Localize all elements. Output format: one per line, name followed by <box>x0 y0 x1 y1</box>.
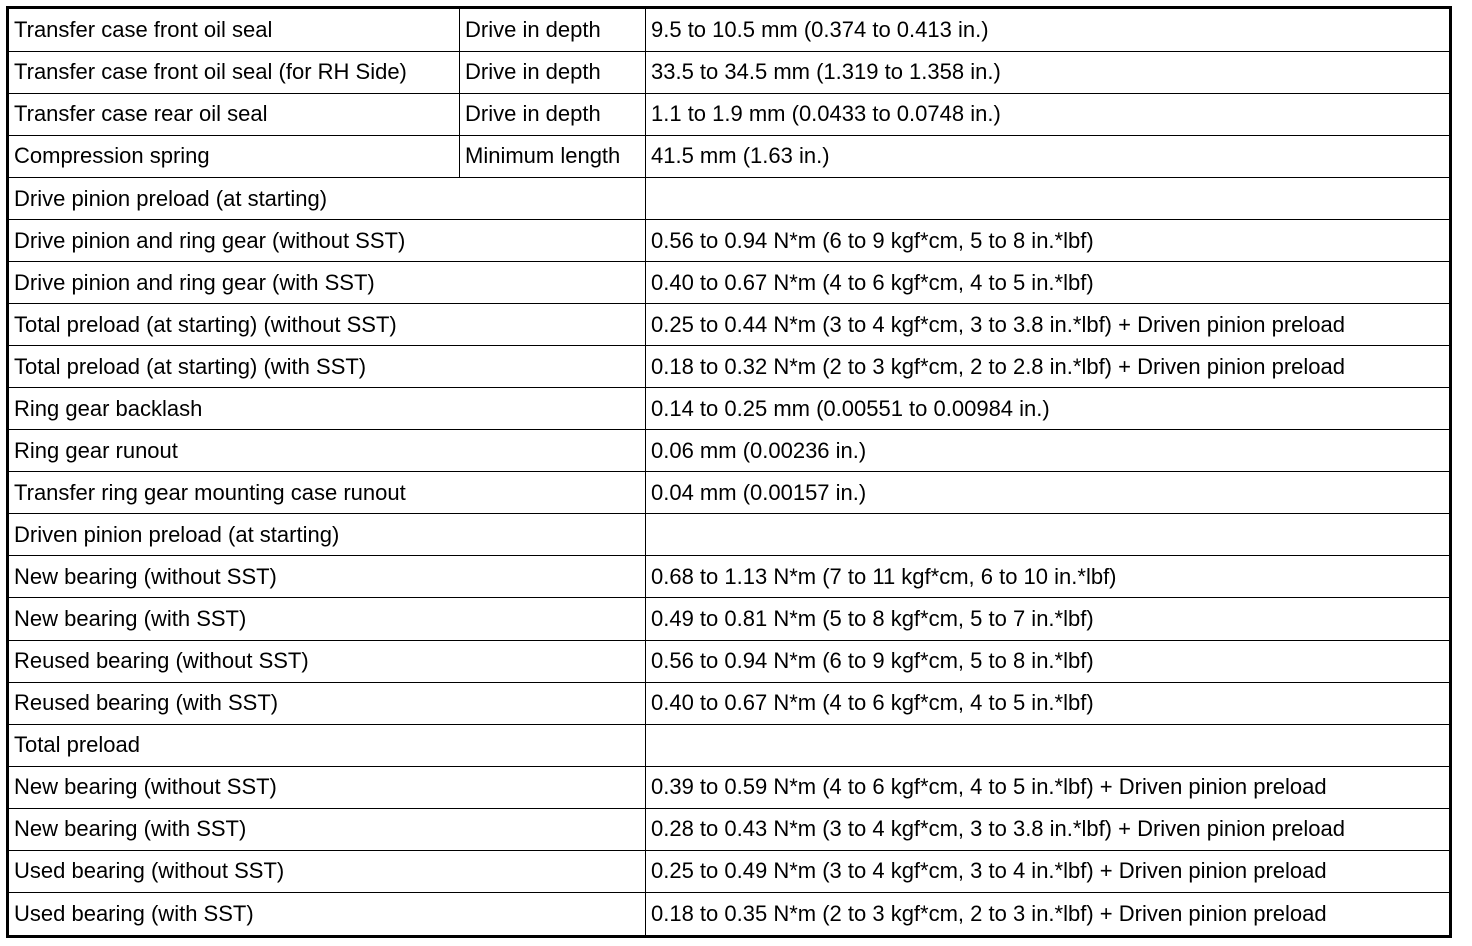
item-cell: New bearing (with SST) <box>8 808 646 850</box>
value-cell: 33.5 to 34.5 mm (1.319 to 1.358 in.) <box>646 51 1451 93</box>
table-row <box>8 388 1451 430</box>
value-cell: 0.56 to 0.94 N*m (6 to 9 kgf*cm, 5 to 8 in.*lbf) <box>646 640 1451 682</box>
table-row <box>8 430 1451 472</box>
item-cell: Used bearing (without SST) <box>8 850 646 892</box>
value-cell: 0.56 to 0.94 N*m (6 to 9 kgf*cm, 5 to 8 in.*lbf) <box>646 220 1451 262</box>
table-row <box>8 93 1451 135</box>
specification-table <box>6 6 1452 938</box>
condition-cell: Drive in depth <box>460 51 646 93</box>
value-cell: 0.68 to 1.13 N*m (7 to 11 kgf*cm, 6 to 10 in.*lbf) <box>646 556 1451 598</box>
condition-cell: Drive in depth <box>460 8 646 52</box>
value-cell <box>646 724 1451 766</box>
table-row <box>8 346 1451 388</box>
item-cell: Drive pinion preload (at starting) <box>8 178 646 220</box>
value-cell: 0.18 to 0.35 N*m (2 to 3 kgf*cm, 2 to 3 in.*lbf) + Driven pinion preload <box>646 892 1451 936</box>
table-row <box>8 472 1451 514</box>
item-cell: Ring gear runout <box>8 430 646 472</box>
table-row <box>8 808 1451 850</box>
value-cell: 0.25 to 0.44 N*m (3 to 4 kgf*cm, 3 to 3.8 in.*lbf) + Driven pinion preload <box>646 304 1451 346</box>
table-row <box>8 640 1451 682</box>
condition-cell: Drive in depth <box>460 93 646 135</box>
table-row <box>8 892 1451 936</box>
item-cell: Total preload (at starting) (without SST) <box>8 304 646 346</box>
item-cell: Used bearing (with SST) <box>8 892 646 936</box>
value-cell <box>646 514 1451 556</box>
item-cell: Drive pinion and ring gear (with SST) <box>8 262 646 304</box>
table-row <box>8 220 1451 262</box>
item-cell: Transfer case front oil seal (for RH Side) <box>8 51 460 93</box>
item-cell: Transfer ring gear mounting case runout <box>8 472 646 514</box>
value-cell: 9.5 to 10.5 mm (0.374 to 0.413 in.) <box>646 8 1451 52</box>
value-cell: 0.25 to 0.49 N*m (3 to 4 kgf*cm, 3 to 4 in.*lbf) + Driven pinion preload <box>646 850 1451 892</box>
table-row <box>8 766 1451 808</box>
condition-cell: Minimum length <box>460 135 646 177</box>
value-cell: 0.49 to 0.81 N*m (5 to 8 kgf*cm, 5 to 7 in.*lbf) <box>646 598 1451 640</box>
table-row <box>8 598 1451 640</box>
table-row <box>8 556 1451 598</box>
table-row <box>8 304 1451 346</box>
value-cell: 0.28 to 0.43 N*m (3 to 4 kgf*cm, 3 to 3.8 in.*lbf) + Driven pinion preload <box>646 808 1451 850</box>
table-row <box>8 850 1451 892</box>
value-cell: 41.5 mm (1.63 in.) <box>646 135 1451 177</box>
table-row <box>8 135 1451 177</box>
item-cell: Driven pinion preload (at starting) <box>8 514 646 556</box>
table-row <box>8 178 1451 220</box>
specification-table-body <box>8 8 1451 937</box>
item-cell: New bearing (with SST) <box>8 598 646 640</box>
item-cell: Reused bearing (with SST) <box>8 682 646 724</box>
value-cell: 0.40 to 0.67 N*m (4 to 6 kgf*cm, 4 to 5 in.*lbf) <box>646 682 1451 724</box>
value-cell: 0.14 to 0.25 mm (0.00551 to 0.00984 in.) <box>646 388 1451 430</box>
table-row <box>8 724 1451 766</box>
table-row <box>8 514 1451 556</box>
value-cell: 0.18 to 0.32 N*m (2 to 3 kgf*cm, 2 to 2.8 in.*lbf) + Driven pinion preload <box>646 346 1451 388</box>
item-cell: Transfer case rear oil seal <box>8 93 460 135</box>
table-row <box>8 262 1451 304</box>
item-cell: Drive pinion and ring gear (without SST) <box>8 220 646 262</box>
value-cell: 0.04 mm (0.00157 in.) <box>646 472 1451 514</box>
item-cell: Total preload (at starting) (with SST) <box>8 346 646 388</box>
item-cell: New bearing (without SST) <box>8 766 646 808</box>
value-cell: 0.06 mm (0.00236 in.) <box>646 430 1451 472</box>
item-cell: Total preload <box>8 724 646 766</box>
table-row <box>8 8 1451 52</box>
value-cell: 0.39 to 0.59 N*m (4 to 6 kgf*cm, 4 to 5 in.*lbf) + Driven pinion preload <box>646 766 1451 808</box>
table-row <box>8 682 1451 724</box>
item-cell: Transfer case front oil seal <box>8 8 460 52</box>
table-row <box>8 51 1451 93</box>
item-cell: Reused bearing (without SST) <box>8 640 646 682</box>
value-cell <box>646 178 1451 220</box>
value-cell: 1.1 to 1.9 mm (0.0433 to 0.0748 in.) <box>646 93 1451 135</box>
item-cell: Compression spring <box>8 135 460 177</box>
item-cell: Ring gear backlash <box>8 388 646 430</box>
item-cell: New bearing (without SST) <box>8 556 646 598</box>
value-cell: 0.40 to 0.67 N*m (4 to 6 kgf*cm, 4 to 5 in.*lbf) <box>646 262 1451 304</box>
